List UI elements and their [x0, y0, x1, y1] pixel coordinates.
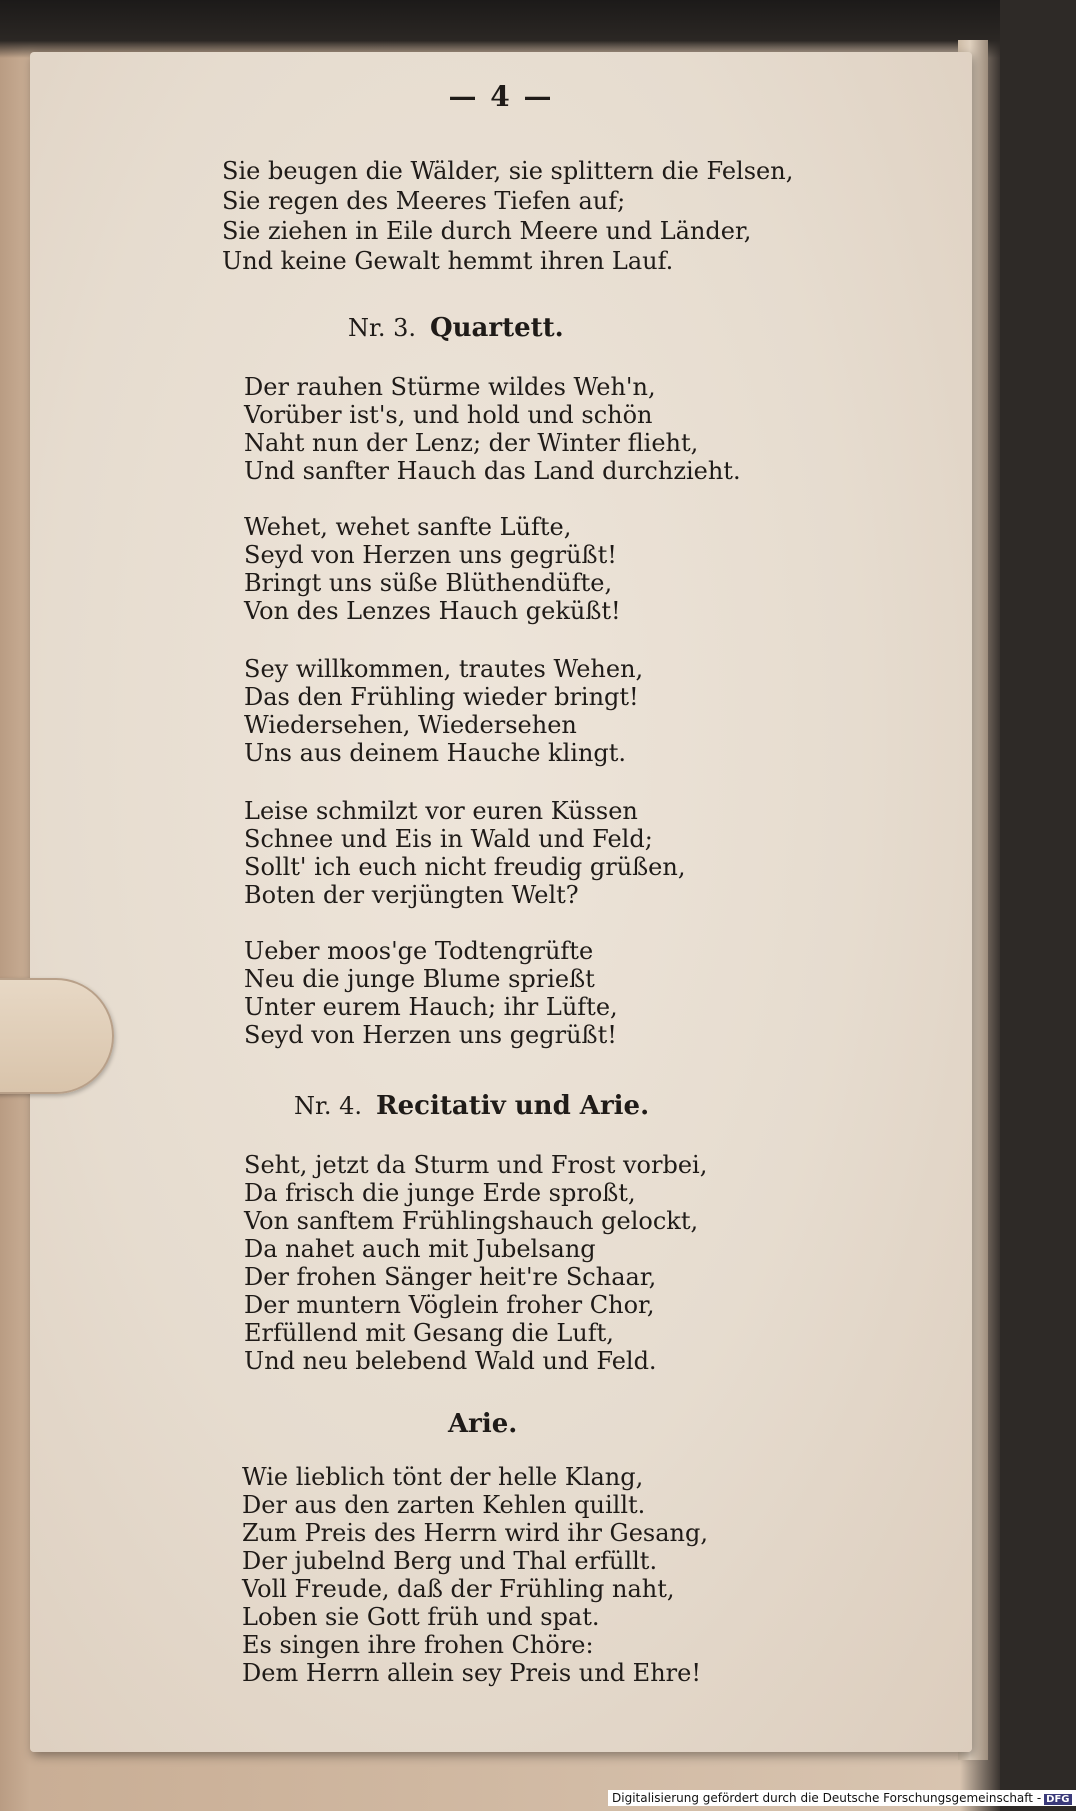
dfg-logo: DFG [1046, 1794, 1070, 1805]
verse-line: Neu die junge Blume sprießt [244, 965, 595, 993]
scan-top-shadow [0, 0, 1000, 58]
arie-heading: Arie. [448, 1409, 518, 1439]
verse-line: Wiedersehen, Wiedersehen [244, 711, 577, 739]
verse-line: Von sanftem Frühlingshauch gelockt, [244, 1207, 699, 1235]
verse-line: Voll Freude, daß der Frühling naht, [242, 1575, 675, 1603]
page-content [30, 52, 972, 1752]
verse-line: Dem Herrn allein sey Preis und Ehre! [242, 1659, 701, 1687]
verse-line: Wehet, wehet sanfte Lüfte, [244, 513, 572, 541]
verse-line: Uns aus deinem Hauche klingt. [244, 739, 627, 767]
verse-line: Erfüllend mit Gesang die Luft, [244, 1319, 614, 1347]
verse-line: Es singen ihre frohen Chöre: [242, 1631, 594, 1659]
verse-line: Sie ziehen in Eile durch Meere und Länder, [222, 217, 752, 245]
verse-line: Ueber moos'ge Todtengrüfte [244, 937, 594, 965]
verse-line: Und neu belebend Wald und Feld. [244, 1347, 657, 1375]
verse-line: Der aus den zarten Kehlen quillt. [242, 1491, 646, 1519]
verse-line: Der muntern Vöglein froher Chor, [244, 1291, 655, 1319]
verse-line: Seyd von Herzen uns gegrüßt! [244, 541, 617, 569]
digitization-credit [608, 1790, 1076, 1806]
page-number: — 4 — [448, 80, 554, 113]
verse-line: Da nahet auch mit Jubelsang [244, 1235, 596, 1263]
verse-line: Naht nun der Lenz; der Winter flieht, [244, 429, 699, 457]
verse-line: Der jubelnd Berg und Thal erfüllt. [242, 1547, 658, 1575]
section-number: Nr. 3. [348, 314, 416, 342]
credit-text: Digitalisierung gefördert durch die Deutsche Forschungsgemeinschaft - [612, 1791, 1042, 1805]
verse-line: Schnee und Eis in Wald und Feld; [244, 825, 653, 853]
document-page [30, 52, 972, 1752]
verse-line: Wie lieblich tönt der helle Klang, [242, 1463, 644, 1491]
verse-line: Sie regen des Meeres Tiefen auf; [222, 187, 626, 215]
section-number: Nr. 4. [294, 1092, 362, 1120]
verse-line: Leise schmilzt vor euren Küssen [244, 797, 638, 825]
verse-line: Sey willkommen, trautes Wehen, [244, 655, 644, 683]
verse-line: Der rauhen Stürme wildes Weh'n, [244, 373, 656, 401]
verse-line: Loben sie Gott früh und spat. [242, 1603, 600, 1631]
verse-line: Unter eurem Hauch; ihr Lüfte, [244, 993, 618, 1021]
verse-line: Und sanfter Hauch das Land durchzieht. [244, 457, 741, 485]
verse-line: Der frohen Sänger heit're Schaar, [244, 1263, 657, 1291]
verse-line: Sollt' ich euch nicht freudig grüßen, [244, 853, 686, 881]
verse-line: Von des Lenzes Hauch geküßt! [244, 597, 621, 625]
section-title: Recitativ und Arie. [376, 1091, 650, 1121]
verse-line: Boten der verjüngten Welt? [244, 881, 579, 909]
verse-line: Vorüber ist's, und hold und schön [244, 401, 653, 429]
section-title: Quartett. [430, 313, 564, 343]
section-heading-quartett [348, 312, 564, 344]
verse-line: Seht, jetzt da Sturm und Frost vorbei, [244, 1151, 708, 1179]
section-heading-recitativ [294, 1090, 649, 1122]
verse-line: Da frisch die junge Erde sproßt, [244, 1179, 636, 1207]
verse-line: Das den Frühling wieder bringt! [244, 683, 639, 711]
paper-clip [0, 978, 114, 1094]
verse-line: Sie beugen die Wälder, sie splittern die Felsen, [222, 157, 794, 185]
verse-line: Zum Preis des Herrn wird ihr Gesang, [242, 1519, 709, 1547]
verse-line: Bringt uns süße Blüthendüfte, [244, 569, 613, 597]
verse-line: Seyd von Herzen uns gegrüßt! [244, 1021, 617, 1049]
verse-line: Und keine Gewalt hemmt ihren Lauf. [222, 247, 674, 275]
